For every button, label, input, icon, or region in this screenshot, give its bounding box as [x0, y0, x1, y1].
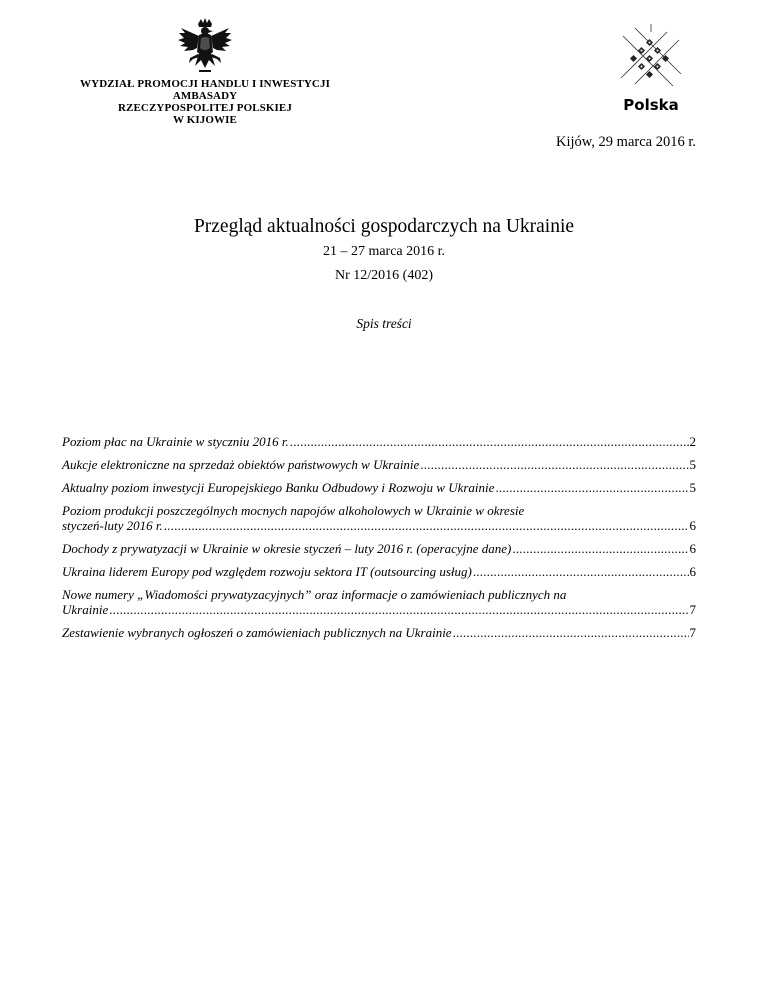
toc-leader-dots	[512, 541, 688, 556]
toc-leader-dots	[109, 602, 688, 617]
toc-entry[interactable]	[62, 457, 696, 472]
toc-page-number[interactable]: 6	[689, 541, 696, 556]
toc-entry-title[interactable]: Aktualny poziom inwestycji Europejskiego Banku Odbudowy i Rozwoju w Ukrainie	[62, 480, 495, 495]
org-line: WYDZIAŁ PROMOCJI HANDLU I INWESTYCJI	[80, 78, 330, 90]
toc-entry-title[interactable]: Zestawienie wybranych ogłoszeń o zamówieniach publicznych na Ukrainie	[62, 625, 452, 640]
toc-page-number[interactable]: 5	[689, 457, 696, 472]
toc-leader-dots	[495, 480, 688, 495]
toc-entry[interactable]	[62, 587, 696, 617]
polska-logo-text: Polska	[623, 96, 679, 114]
polish-eagle-emblem-icon	[177, 18, 233, 78]
toc-page-number[interactable]: 6	[689, 518, 696, 533]
toc-leader-dots	[290, 434, 689, 449]
toc-page-number[interactable]: 5	[689, 480, 696, 495]
toc-entry-title-line1[interactable]: Nowe numery „Wiadomości prywatyzacyjnych” oraz informacje o zamówieniach publicznych na	[62, 587, 567, 602]
toc-entry[interactable]	[62, 434, 696, 449]
org-line: W KIJOWIE	[173, 114, 237, 126]
toc-entry-title[interactable]: Poziom płac na Ukrainie w styczniu 2016 r.	[62, 434, 289, 449]
date-range: 21 – 27 marca 2016 r.	[322, 244, 446, 259]
org-line: RZECZYPOSPOLITEJ POLSKIEJ	[118, 102, 292, 114]
toc-entry[interactable]	[62, 564, 696, 579]
toc-page-number[interactable]: 6	[689, 564, 696, 579]
toc-entry[interactable]	[62, 541, 696, 556]
toc-heading: Spis treści	[356, 316, 412, 331]
issuing-organization	[60, 78, 350, 126]
toc-leader-dots	[453, 625, 689, 640]
document-title: Przegląd aktualności gospodarczych na Ukrainie	[193, 216, 575, 237]
toc-page-number[interactable]: 7	[689, 602, 696, 617]
toc-entry-title[interactable]: styczeń-luty 2016 r.	[62, 518, 163, 533]
toc-entry[interactable]	[62, 480, 696, 495]
toc-entry[interactable]	[62, 503, 696, 533]
toc-entry[interactable]	[62, 625, 696, 640]
polska-brand-logo	[601, 18, 701, 118]
toc-entry-title[interactable]: Dochody z prywatyzacji w Ukrainie w okresie styczeń – luty 2016 r. (operacyjne dane)	[62, 541, 512, 556]
toc-entry-title[interactable]: Aukcje elektroniczne na sprzedaż obiektów państwowych w Ukrainie	[62, 457, 420, 472]
toc-leader-dots	[473, 564, 689, 579]
toc-entry-title[interactable]: Ukraina liderem Europy pod względem rozwoju sektora IT (outsourcing usług)	[62, 564, 472, 579]
table-of-contents	[62, 434, 696, 648]
toc-entry-title-line1[interactable]: Poziom produkcji poszczególnych mocnych napojów alkoholowych w Ukrainie w okresie	[62, 503, 525, 518]
toc-page-number[interactable]: 7	[689, 625, 696, 640]
toc-leader-dots	[420, 457, 688, 472]
org-line: AMBASADY	[172, 90, 238, 102]
toc-leader-dots	[164, 518, 689, 533]
place-and-date: Kijów, 29 marca 2016 r.	[555, 134, 696, 150]
issue-number: Nr 12/2016 (402)	[335, 268, 433, 283]
toc-entry-title[interactable]: Ukrainie	[62, 602, 109, 617]
toc-page-number[interactable]: 2	[689, 434, 696, 449]
